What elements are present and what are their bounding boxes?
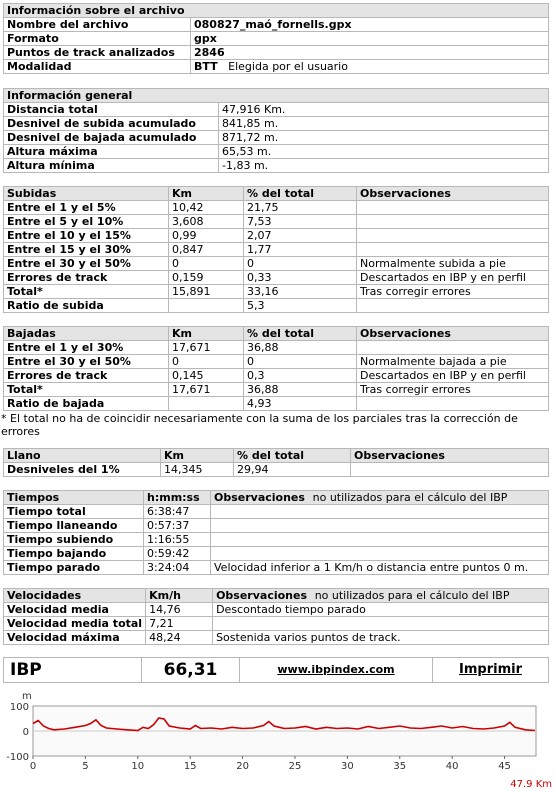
ibp-label: IBP [4,658,142,683]
row-cell [357,201,549,215]
obs-label: Observaciones [216,588,308,602]
row-cell: 5,3 [244,299,357,313]
row-label: Total* [4,383,169,397]
table-row [4,32,549,46]
row-cell: 17,671 [169,341,244,355]
format-value: gpx [191,32,549,46]
table-row [4,397,549,411]
mode-extra: Elegida por el usuario [228,59,348,73]
col-header [213,589,549,603]
ibpindex-link[interactable]: www.ibpindex.com [240,658,433,683]
row-label: Desnivel de bajada acumulado [4,131,219,145]
velocidades-body [4,603,549,645]
table-row [4,201,549,215]
row-value: 65,53 m. [219,145,549,159]
table-row [4,519,549,533]
table-row [4,159,549,173]
tiempos-table [3,490,549,575]
row-label: Tiempo subiendo [4,533,144,547]
row-cell [211,519,549,533]
row-cell: Tras corregir errores [357,383,549,397]
x-tick-label: 0 [29,761,37,772]
row-label: Formato [4,32,191,46]
table-row [4,463,549,477]
col-header: Llano [4,449,161,463]
mode-value: BTT [194,59,218,73]
ibp-bar [3,657,549,683]
row-cell: 17,671 [169,383,244,397]
row-label: Velocidad media [4,603,146,617]
row-cell: 3,608 [169,215,244,229]
col-header: Km [161,449,234,463]
elevation-profile-chart [0,688,556,791]
row-label: Tiempo parado [4,561,144,575]
row-cell [357,229,549,243]
velocidades-table [3,588,549,645]
col-header: Bajadas [4,327,169,341]
row-label: Puntos de track analizados [4,46,191,60]
tiempos-body [4,505,549,575]
row-label: Errores de track [4,271,169,285]
bajadas-table [3,326,549,411]
row-cell: Descartados en IBP y en perfil [357,369,549,383]
subidas-body [4,201,549,313]
table-row [4,243,549,257]
row-cell: 0,847 [169,243,244,257]
row-cell [357,299,549,313]
x-tick-label: 45 [498,761,511,772]
table-row [4,229,549,243]
y-tick-label: 100 [9,702,29,713]
row-cell: 0,145 [169,369,244,383]
row-label: Tiempo bajando [4,547,144,561]
row-label: Modalidad [4,60,191,74]
table-row [4,145,549,159]
row-cell: 0 [169,355,244,369]
bajadas-body [4,341,549,411]
row-cell: Descontado tiempo parado [213,603,549,617]
table-row [4,631,549,645]
row-label: Errores de track [4,369,169,383]
row-cell [213,617,549,631]
table-header-row [4,449,549,463]
table-row [4,215,549,229]
row-cell [357,341,549,355]
table-row [4,46,549,60]
mode-cell [191,60,549,74]
row-cell [211,505,549,519]
row-cell: 36,88 [244,341,357,355]
table-row [4,117,549,131]
row-cell: 0,3 [244,369,357,383]
table-header-row [4,491,549,505]
obs-note: no utilizados para el cálculo del IBP [314,588,510,602]
col-header: Km [169,327,244,341]
row-cell: Velocidad inferior a 1 Km/h o distancia entre puntos 0 m. [211,561,549,575]
table-row [4,285,549,299]
col-header: Km/h [146,589,213,603]
row-cell: Descartados en IBP y en perfil [357,271,549,285]
y-tick-label: -100 [6,752,29,763]
row-label: Tiempo total [4,505,144,519]
x-tick-label: 5 [82,761,89,772]
row-cell: 0,33 [244,271,357,285]
row-cell: 14,345 [161,463,234,477]
row-label: Entre el 15 y el 30% [4,243,169,257]
row-cell: Sostenida varios puntos de track. [213,631,549,645]
general-info-header: Información general [4,89,549,103]
row-cell: 14,76 [146,603,213,617]
row-label: Tiempo llaneando [4,519,144,533]
row-cell: 0:59:42 [144,547,211,561]
row-cell: 4,93 [244,397,357,411]
table-header-row [4,327,549,341]
row-cell [169,397,244,411]
table-row [4,603,549,617]
table-row [4,617,549,631]
row-label: Entre el 10 y el 15% [4,229,169,243]
col-header: Velocidades [4,589,146,603]
row-cell: 15,891 [169,285,244,299]
row-cell: Normalmente bajada a pie [357,355,549,369]
x-tick-label: 15 [183,761,197,772]
table-row [4,341,549,355]
row-label: Entre el 1 y el 30% [4,341,169,355]
table-row [4,257,549,271]
row-cell [357,243,549,257]
table-row [4,299,549,313]
row-value: -1,83 m. [219,159,549,173]
x-tick-label: 10 [131,761,145,772]
row-label: Velocidad media total [4,617,146,631]
file-info-header: Información sobre el archivo [4,4,549,18]
row-cell [211,533,549,547]
row-cell: 10,42 [169,201,244,215]
row-cell: 1:16:55 [144,533,211,547]
footnote: * El total no ha de coincidir necesariamente con la suma de los parciales tras la corrección de errores [1,412,518,438]
table-row [4,18,549,32]
table-header-row [4,589,549,603]
x-tick-label: 35 [393,761,407,772]
llano-table [3,448,549,477]
x-tick-label: 20 [236,761,249,772]
table-row [4,383,549,397]
obs-note: no utilizados para el cálculo del IBP [312,490,508,504]
row-label: Ratio de bajada [4,397,169,411]
print-link[interactable]: Imprimir [433,658,549,683]
row-label: Distancia total [4,103,219,117]
row-cell: 0:57:37 [144,519,211,533]
col-header: Subidas [4,187,169,201]
row-cell: 7,21 [146,617,213,631]
table-row [4,561,549,575]
row-label: Entre el 30 y el 50% [4,257,169,271]
row-label: Entre el 1 y el 5% [4,201,169,215]
row-label: Desnivel de subida acumulado [4,117,219,131]
row-label: Altura máxima [4,145,219,159]
x-tick-label: 30 [341,761,354,772]
row-cell: 2,07 [244,229,357,243]
distance-end-label: 47.9 Km [510,779,552,790]
col-header: % del total [234,449,351,463]
table-row [4,131,549,145]
row-cell: 33,16 [244,285,357,299]
row-cell: Normalmente subida a pie [357,257,549,271]
y-tick-label: 0 [22,727,29,738]
row-cell: 0,99 [169,229,244,243]
col-header: Km [169,187,244,201]
row-label: Total* [4,285,169,299]
row-cell: 0,159 [169,271,244,285]
table-row [4,547,549,561]
points-value: 2846 [191,46,549,60]
file-info-table [3,3,549,74]
table-row [4,60,549,74]
obs-label: Observaciones [214,490,305,504]
col-header: % del total [244,327,357,341]
row-cell: 3:24:04 [144,561,211,575]
table-row [4,369,549,383]
col-header: Observaciones [351,449,549,463]
row-cell: 21,75 [244,201,357,215]
row-label: Altura mínima [4,159,219,173]
row-value: 47,916 Km. [219,103,549,117]
llano-body [4,463,549,477]
col-header: Observaciones [357,327,549,341]
row-label: Velocidad máxima [4,631,146,645]
col-header: Observaciones [357,187,549,201]
row-cell: 7,53 [244,215,357,229]
row-cell [351,463,549,477]
col-header: h:mm:ss [144,491,211,505]
general-info-table [3,88,549,173]
row-cell: 0 [244,257,357,271]
row-cell: Tras corregir errores [357,285,549,299]
subidas-table [3,186,549,313]
row-label: Nombre del archivo [4,18,191,32]
row-label: Ratio de subida [4,299,169,313]
row-cell: 36,88 [244,383,357,397]
row-value: 871,72 m. [219,131,549,145]
col-header: % del total [244,187,357,201]
row-cell [357,397,549,411]
row-cell: 0 [169,257,244,271]
row-cell [357,215,549,229]
table-row [4,271,549,285]
ibp-value: 66,31 [142,658,240,683]
row-label: Entre el 5 y el 10% [4,215,169,229]
row-cell [169,299,244,313]
row-cell: 29,94 [234,463,351,477]
col-header: Tiempos [4,491,144,505]
row-cell: 6:38:47 [144,505,211,519]
y-axis-unit: m [22,691,32,702]
row-cell: 0 [244,355,357,369]
row-cell [211,547,549,561]
file-name-value: 080827_maó_fornells.gpx [191,18,549,32]
table-row [4,505,549,519]
row-label: Entre el 30 y el 50% [4,355,169,369]
x-tick-label: 40 [445,761,459,772]
row-cell: 1,77 [244,243,357,257]
row-value: 841,85 m. [219,117,549,131]
table-row [4,103,549,117]
table-row [4,533,549,547]
table-header-row [4,187,549,201]
table-row [4,355,549,369]
col-header [211,491,549,505]
x-tick-label: 25 [288,761,302,772]
row-label: Desniveles del 1% [4,463,161,477]
row-cell: 48,24 [146,631,213,645]
